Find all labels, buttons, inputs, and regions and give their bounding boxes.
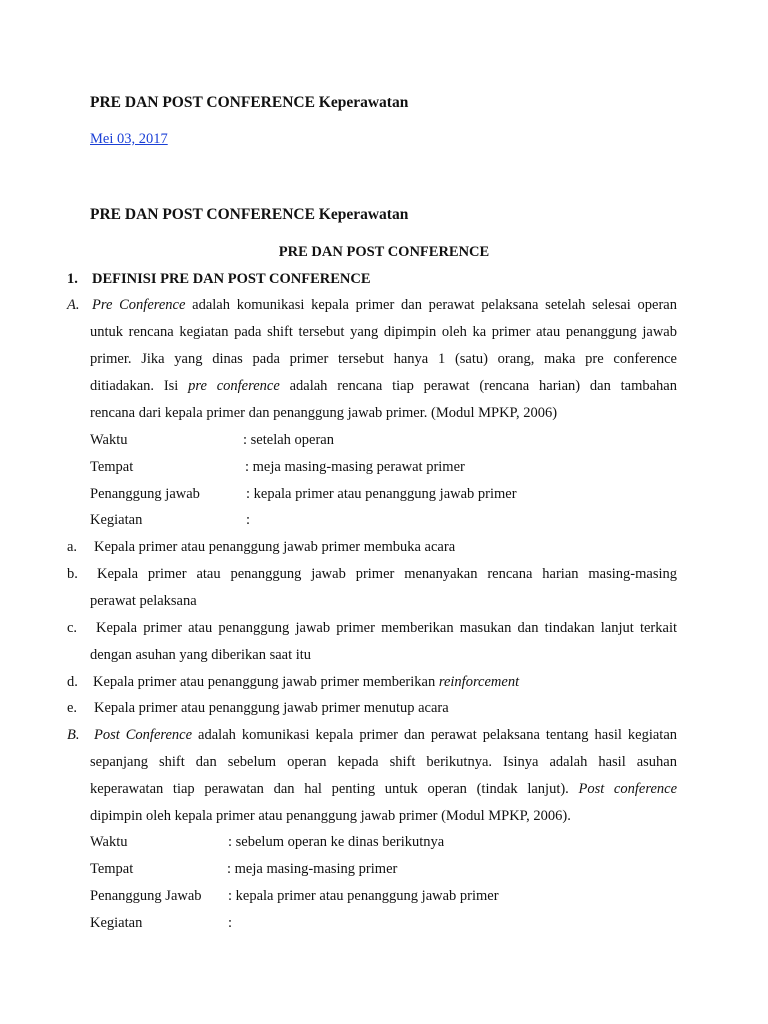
- field-value-penanggung-a: : kepala primer atau penanggung jawab primer: [246, 486, 517, 502]
- part-a-line-5: rencana dari kepala primer dan penanggung jawab primer. (Modul MPKP, 2006): [90, 405, 558, 421]
- field-key-penanggung-b: Penanggung Jawab: [90, 888, 202, 904]
- section-number: 1.: [67, 271, 78, 287]
- section-title: DEFINISI PRE DAN POST CONFERENCE: [92, 271, 371, 287]
- document-subheading: PRE DAN POST CONFERENCE Keperawatan: [90, 206, 409, 223]
- part-b-line-3: keperawatan tiap perawatan dan hal penting untuk operan (tindak lanjut). Post conference: [90, 781, 677, 797]
- item-b-line-1: Kepala primer atau penanggung jawab primer menanyakan rencana harian masing-masing: [97, 566, 677, 582]
- field-key-waktu-b: Waktu: [90, 834, 128, 850]
- item-d-marker: d.: [67, 674, 78, 690]
- field-key-kegiatan-a: Kegiatan: [90, 512, 143, 528]
- pre-conference-term: Pre Conference: [92, 297, 186, 313]
- field-key-waktu-a: Waktu: [90, 432, 128, 448]
- field-value-tempat-a: : meja masing-masing perawat primer: [245, 459, 465, 475]
- field-value-kegiatan-b: :: [228, 915, 233, 931]
- item-c-line-2: dengan asuhan yang diberikan saat itu: [90, 647, 312, 663]
- field-value-tempat-b: : meja masing-masing primer: [227, 861, 398, 877]
- post-date-link[interactable]: Mei 03, 2017: [90, 131, 168, 147]
- part-a-line-3: primer. Jika yang dinas pada primer tersebut hanya 1 (satu) orang, maka pre conference: [90, 351, 677, 367]
- part-b-line-1: Post Conference adalah komunikasi kepala primer dan perawat pelaksana tentang hasil kegiatan: [94, 727, 678, 743]
- item-a-text: Kepala primer atau penanggung jawab primer membuka acara: [94, 539, 456, 555]
- part-a-line-2: untuk rencana kegiatan pada shift tersebut yang dipimpin oleh ka primer atau penanggung jawab: [90, 324, 677, 340]
- part-b-marker: B.: [67, 727, 80, 743]
- field-key-tempat-b: Tempat: [90, 861, 134, 877]
- part-b-line-2: sepanjang shift dan sebelum operan kepada shift berikutnya. Isinya adalah hasil asuhan: [90, 754, 677, 770]
- item-b-line-2: perawat pelaksana: [90, 593, 197, 609]
- field-value-kegiatan-a: :: [246, 512, 251, 528]
- item-c-line-1: Kepala primer atau penanggung jawab primer memberikan masukan dan tindakan lanjut terkait: [96, 620, 677, 636]
- part-a-marker: A.: [67, 297, 80, 313]
- item-e-marker: e.: [67, 700, 78, 716]
- part-a-line-1: Pre Conference adalah komunikasi kepala primer dan perawat pelaksana setelah selesai operan: [92, 297, 677, 313]
- post-conference-term: Post Conference: [94, 727, 193, 743]
- part-b-line-4: dipimpin oleh kepala primer atau penanggung jawab primer (Modul MPKP, 2006).: [90, 808, 571, 824]
- field-key-penanggung-a: Penanggung jawab: [90, 486, 200, 502]
- item-b-marker: b.: [67, 566, 78, 582]
- item-e-text: Kepala primer atau penanggung jawab primer menutup acara: [94, 700, 449, 716]
- field-value-penanggung-b: : kepala primer atau penanggung jawab primer: [228, 888, 499, 904]
- item-a-marker: a.: [67, 539, 78, 555]
- field-key-tempat-a: Tempat: [90, 459, 134, 475]
- center-title: PRE DAN POST CONFERENCE: [278, 244, 490, 260]
- field-value-waktu-a: : setelah operan: [243, 432, 334, 448]
- item-d-text: Kepala primer atau penanggung jawab primer memberikan reinforcement: [93, 674, 520, 690]
- post-title: PRE DAN POST CONFERENCE Keperawatan: [90, 94, 409, 111]
- part-a-line-4: ditiadakan. Isi pre conference adalah rencana tiap perawat (rencana harian) dan tambahan: [90, 378, 677, 394]
- item-c-marker: c.: [67, 620, 78, 636]
- field-value-waktu-b: : sebelum operan ke dinas berikutnya: [228, 834, 445, 850]
- field-key-kegiatan-b: Kegiatan: [90, 915, 143, 931]
